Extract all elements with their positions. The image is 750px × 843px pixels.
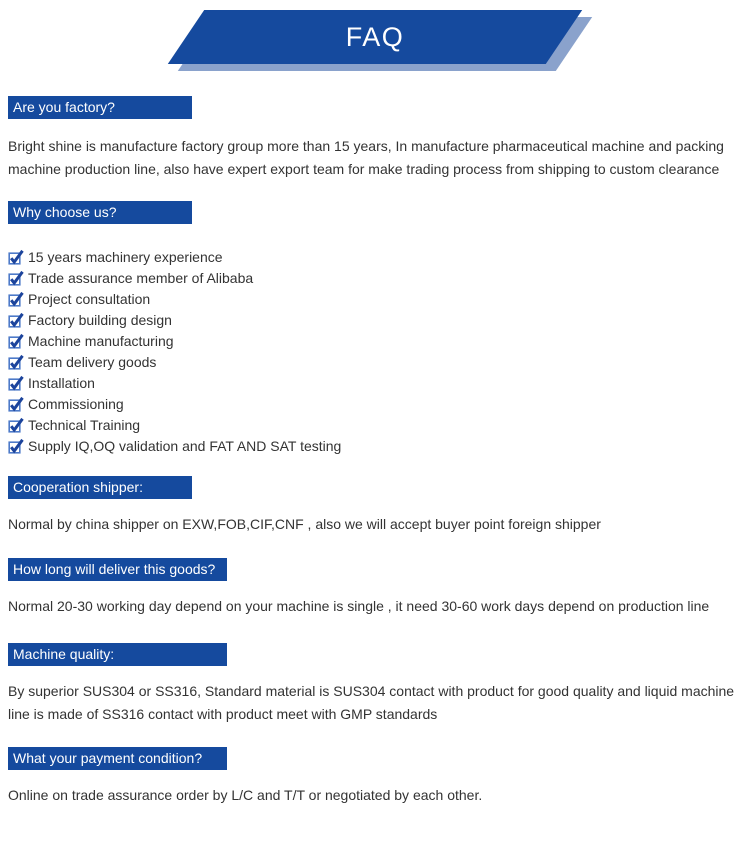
- checklist-item: [8, 414, 742, 435]
- checklist-item: [8, 267, 742, 288]
- checklist-item-label: Commissioning: [28, 395, 124, 412]
- faq-banner: [0, 0, 750, 72]
- paragraph-line: line is made of SS316 contact with product meet with GMP standards: [8, 706, 438, 722]
- section-heading-are-you-factory: Are you factory?: [8, 96, 192, 119]
- checklist-item: [8, 309, 742, 330]
- paragraph-line: By superior SUS304 or SS316, Standard material is SUS304 contact with product for good quality and liquid machine: [8, 683, 735, 699]
- paragraph-delivery: [8, 595, 742, 618]
- checklist-item-label: Factory building design: [28, 311, 172, 328]
- checkbox-check-icon: [8, 312, 24, 328]
- section-heading-payment-condition: What your payment condition?: [8, 747, 227, 770]
- section-heading-machine-quality: Machine quality:: [8, 643, 227, 666]
- checkbox-check-icon: [8, 438, 24, 454]
- checklist-item-label: Trade assurance member of Alibaba: [28, 269, 254, 286]
- checklist-item: [8, 246, 742, 267]
- checkbox-check-icon: [8, 375, 24, 391]
- paragraph-shipper: [8, 513, 742, 536]
- checkbox-check-icon: [8, 291, 24, 307]
- checkbox-check-icon: [8, 249, 24, 265]
- checklist-item: [8, 351, 742, 372]
- checklist-item: [8, 330, 742, 351]
- section-heading-why-choose-us: Why choose us?: [8, 201, 192, 224]
- why-choose-us-checklist: [8, 246, 742, 456]
- checkbox-check-icon: [8, 354, 24, 370]
- checklist-item-label: Installation: [28, 374, 95, 391]
- paragraph-quality: [8, 680, 742, 726]
- checkbox-check-icon: [8, 417, 24, 433]
- checklist-item-label: Technical Training: [28, 416, 141, 433]
- checkbox-check-icon: [8, 396, 24, 412]
- checkbox-check-icon: [8, 333, 24, 349]
- paragraph-line: machine production line, also have expert export team for make trading process from shipping to custom clearance: [8, 161, 720, 177]
- paragraph-payment: [8, 784, 742, 807]
- paragraph-line: Normal 20-30 working day depend on your machine is single , it need 30-60 work days depend on production line: [8, 598, 710, 614]
- paragraph-line: Online on trade assurance order by L/C and T/T or negotiated by each other.: [8, 787, 483, 803]
- checklist-item-label: Project consultation: [28, 290, 151, 307]
- section-heading-delivery-time: How long will deliver this goods?: [8, 558, 227, 581]
- checklist-item-label: Supply IQ,OQ validation and FAT AND SAT testing: [28, 437, 342, 454]
- checklist-item-label: Team delivery goods: [28, 353, 157, 370]
- checkbox-check-icon: [8, 270, 24, 286]
- checklist-item-label: 15 years machinery experience: [28, 248, 223, 265]
- checklist-item: [8, 372, 742, 393]
- checklist-item-label: Machine manufacturing: [28, 332, 174, 349]
- section-heading-cooperation-shipper: Cooperation shipper:: [8, 476, 192, 499]
- checklist-item: [8, 393, 742, 414]
- checklist-item: [8, 435, 742, 456]
- paragraph-line: Normal by china shipper on EXW,FOB,CIF,CNF , also we will accept buyer point foreign shipper: [8, 516, 601, 532]
- paragraph-factory: [8, 135, 742, 181]
- checklist-item: [8, 288, 742, 309]
- paragraph-line: Bright shine is manufacture factory group more than 15 years, In manufacture pharmaceutical machine and packing: [8, 138, 724, 154]
- faq-banner-title: FAQ: [345, 21, 405, 52]
